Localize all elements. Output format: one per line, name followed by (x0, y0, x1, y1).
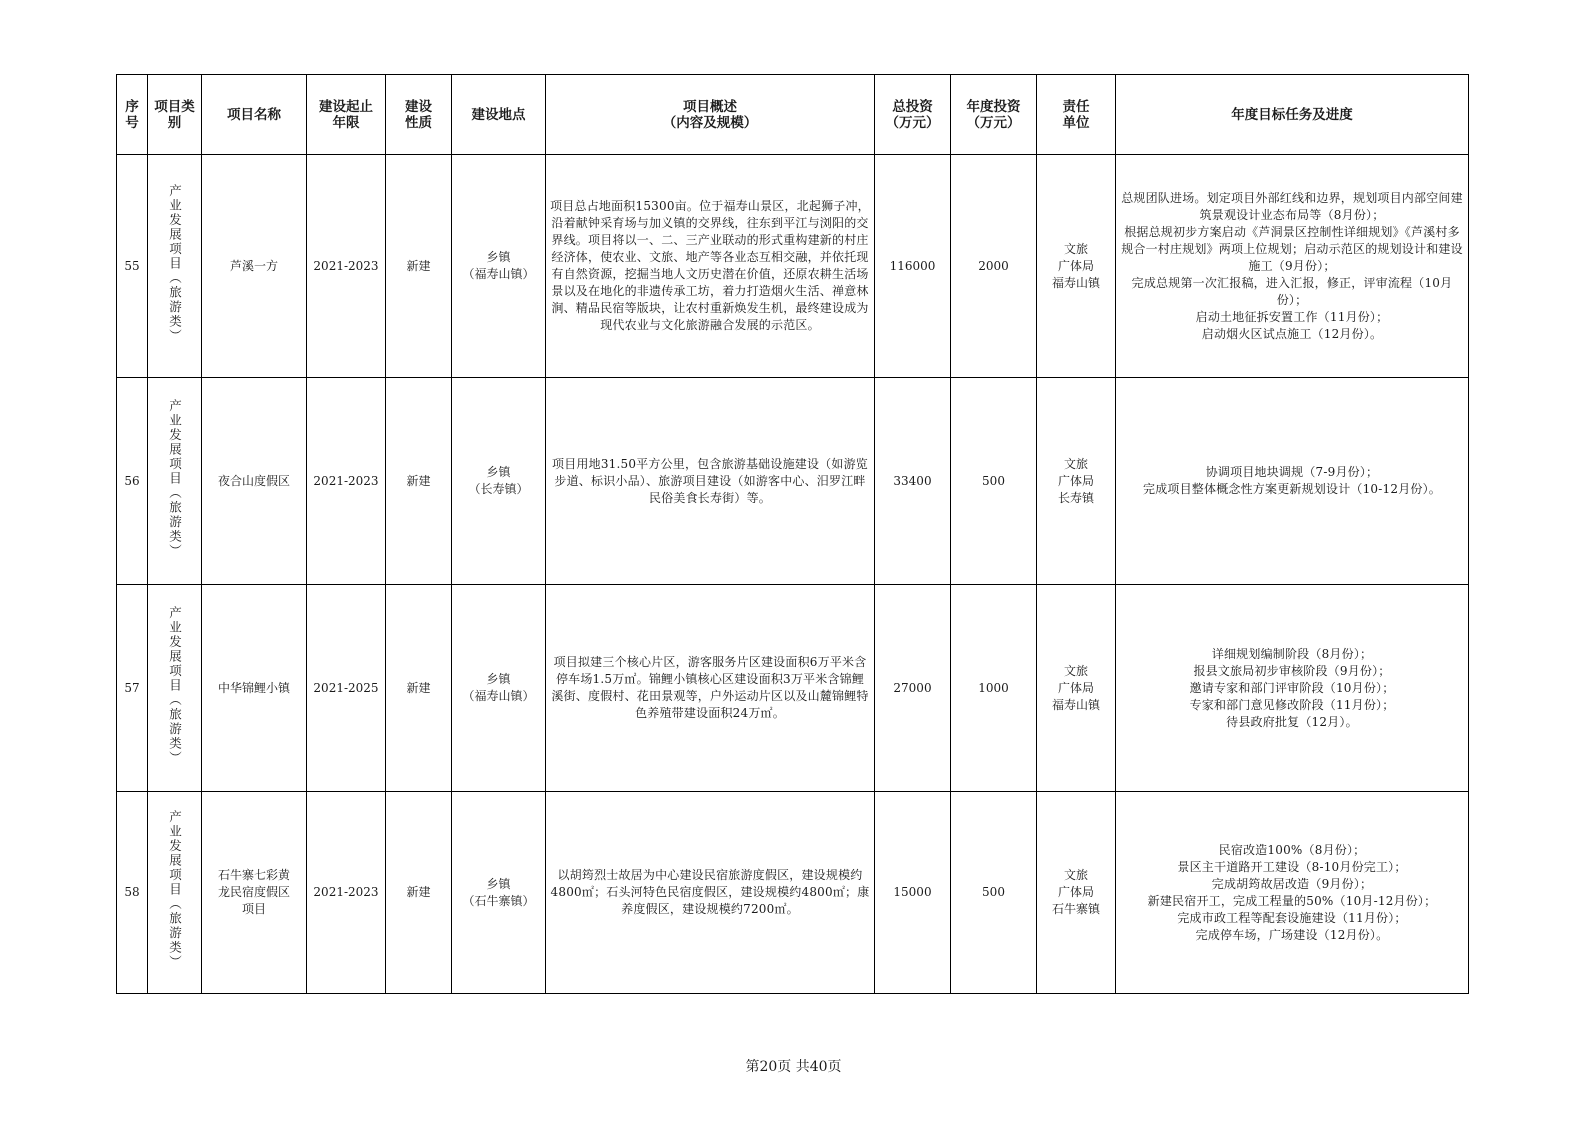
cell-summary: 项目拟建三个核心片区，游客服务片区建设面积6万平米含停车场1.5万㎡。锦鲤小镇核心区建设面积3万平米含锦鲤溪街、度假村、花田景观等，户外运动片区以及山麓锦鲤特色养殖带建设面积24万㎡。 (546, 585, 875, 792)
page-footer: 第20页 共40页 (745, 1059, 842, 1075)
header-total-investment: 总投资 （万元） (875, 75, 951, 155)
cell-summary: 项目用地31.50平方公里，包含旅游基础设施建设（如游览步道、标识小品）、旅游项目建设（如游客中心、汨罗江畔民俗美食长寿街）等。 (546, 378, 875, 585)
header-summary: 项目概述 （内容及规模） (546, 75, 875, 155)
cell-name: 芦溪一方 (202, 155, 307, 378)
cell-location: 乡镇 （福寿山镇） (452, 155, 546, 378)
cell-progress: 总规团队进场。划定项目外部红线和边界，规划项目内部空间建筑景观设计业态布局等（8月份）； 根据总规初步方案启动《芦洞景区控制性详细规划》《芦溪村多规合一村庄规划》两项上位规划；启动示范区的规划设计和建设施工（9月份）； 完成总规第一次汇报稿，进入汇报，修正，评审流程（10月份）； 启动土地征拆安置工作（11月份）； 启动烟火区试点施工（12月份）。 (1116, 155, 1469, 378)
cell-annual-investment: 500 (951, 378, 1037, 585)
cell-progress: 协调项目地块调规（7-9月份）； 完成项目整体概念性方案更新规划设计（10-12月份）。 (1116, 378, 1469, 585)
header-period: 建设起止 年限 (307, 75, 386, 155)
table-row (117, 585, 1469, 792)
cell-location: 乡镇 （福寿山镇） (452, 585, 546, 792)
cell-total-investment: 15000 (875, 792, 951, 994)
table-header-row (117, 75, 1469, 155)
cell-summary: 以胡筠烈士故居为中心建设民宿旅游度假区，建设规模约4800㎡；石头河特色民宿度假区，建设规模约4800㎡；康养度假区，建设规模约7200㎡。 (546, 792, 875, 994)
cell-annual-investment: 1000 (951, 585, 1037, 792)
cell-responsible-unit: 文旅 广体局 福寿山镇 (1037, 585, 1116, 792)
cell-category: 产业发展项目（旅游类） (148, 378, 202, 585)
cell-seq: 55 (117, 155, 148, 378)
header-location: 建设地点 (452, 75, 546, 155)
header-seq: 序 号 (117, 75, 148, 155)
table-row (117, 792, 1469, 994)
cell-period: 2021-2025 (307, 585, 386, 792)
cell-summary: 项目总占地面积15300亩。位于福寿山景区，北起狮子冲，沿着献钟采育场与加义镇的交界线，往东到平江与浏阳的交界线。项目将以一、二、三产业联动的形式重构建新的村庄经济体，使农业、文旅、地产等各业态互相交融，并依托现有自然资源，挖掘当地人文历史潜在价值，还原农耕生活场景以及在地化的非遗传承工坊，着力打造烟火生活、禅意林涧、精品民宿等版块，让农村重新焕发生机，最终建设成为现代农业与文化旅游融合发展的示范区。 (546, 155, 875, 378)
cell-seq: 57 (117, 585, 148, 792)
cell-period: 2021-2023 (307, 792, 386, 994)
cell-progress: 详细规划编制阶段（8月份）； 报县文旅局初步审核阶段（9月份）； 邀请专家和部门评审阶段（10月份）； 专家和部门意见修改阶段（11月份）； 待县政府批复（12月）。 (1116, 585, 1469, 792)
cell-category: 产业发展项目（旅游类） (148, 792, 202, 994)
header-responsible-unit: 责任 单位 (1037, 75, 1116, 155)
cell-nature: 新建 (386, 155, 452, 378)
cell-total-investment: 33400 (875, 378, 951, 585)
header-annual-investment: 年度投资 （万元） (951, 75, 1037, 155)
cell-responsible-unit: 文旅 广体局 石牛寨镇 (1037, 792, 1116, 994)
table-row (117, 378, 1469, 585)
cell-location: 乡镇 （石牛寨镇） (452, 792, 546, 994)
cell-category: 产业发展项目（旅游类） (148, 585, 202, 792)
cell-annual-investment: 500 (951, 792, 1037, 994)
cell-nature: 新建 (386, 585, 452, 792)
cell-name: 石牛寨七彩黄 龙民宿度假区 项目 (202, 792, 307, 994)
cell-seq: 56 (117, 378, 148, 585)
cell-seq: 58 (117, 792, 148, 994)
cell-nature: 新建 (386, 792, 452, 994)
project-table (116, 74, 1469, 994)
cell-period: 2021-2023 (307, 378, 386, 585)
cell-total-investment: 27000 (875, 585, 951, 792)
header-nature: 建设 性质 (386, 75, 452, 155)
cell-category: 产业发展项目（旅游类） (148, 155, 202, 378)
cell-total-investment: 116000 (875, 155, 951, 378)
header-name: 项目名称 (202, 75, 307, 155)
cell-responsible-unit: 文旅 广体局 长寿镇 (1037, 378, 1116, 585)
cell-nature: 新建 (386, 378, 452, 585)
header-progress: 年度目标任务及进度 (1116, 75, 1469, 155)
cell-period: 2021-2023 (307, 155, 386, 378)
cell-progress: 民宿改造100%（8月份）； 景区主干道路开工建设（8-10月份完工）； 完成胡筠故居改造（9月份）； 新建民宿开工，完成工程量的50%（10月-12月份）； 完成市政工程等配套设施建设（11月份）； 完成停车场，广场建设（12月份）。 (1116, 792, 1469, 994)
cell-annual-investment: 2000 (951, 155, 1037, 378)
cell-name: 夜合山度假区 (202, 378, 307, 585)
cell-name: 中华锦鲤小镇 (202, 585, 307, 792)
cell-responsible-unit: 文旅 广体局 福寿山镇 (1037, 155, 1116, 378)
header-category: 项目类 别 (148, 75, 202, 155)
table-row (117, 155, 1469, 378)
cell-location: 乡镇 （长寿镇） (452, 378, 546, 585)
